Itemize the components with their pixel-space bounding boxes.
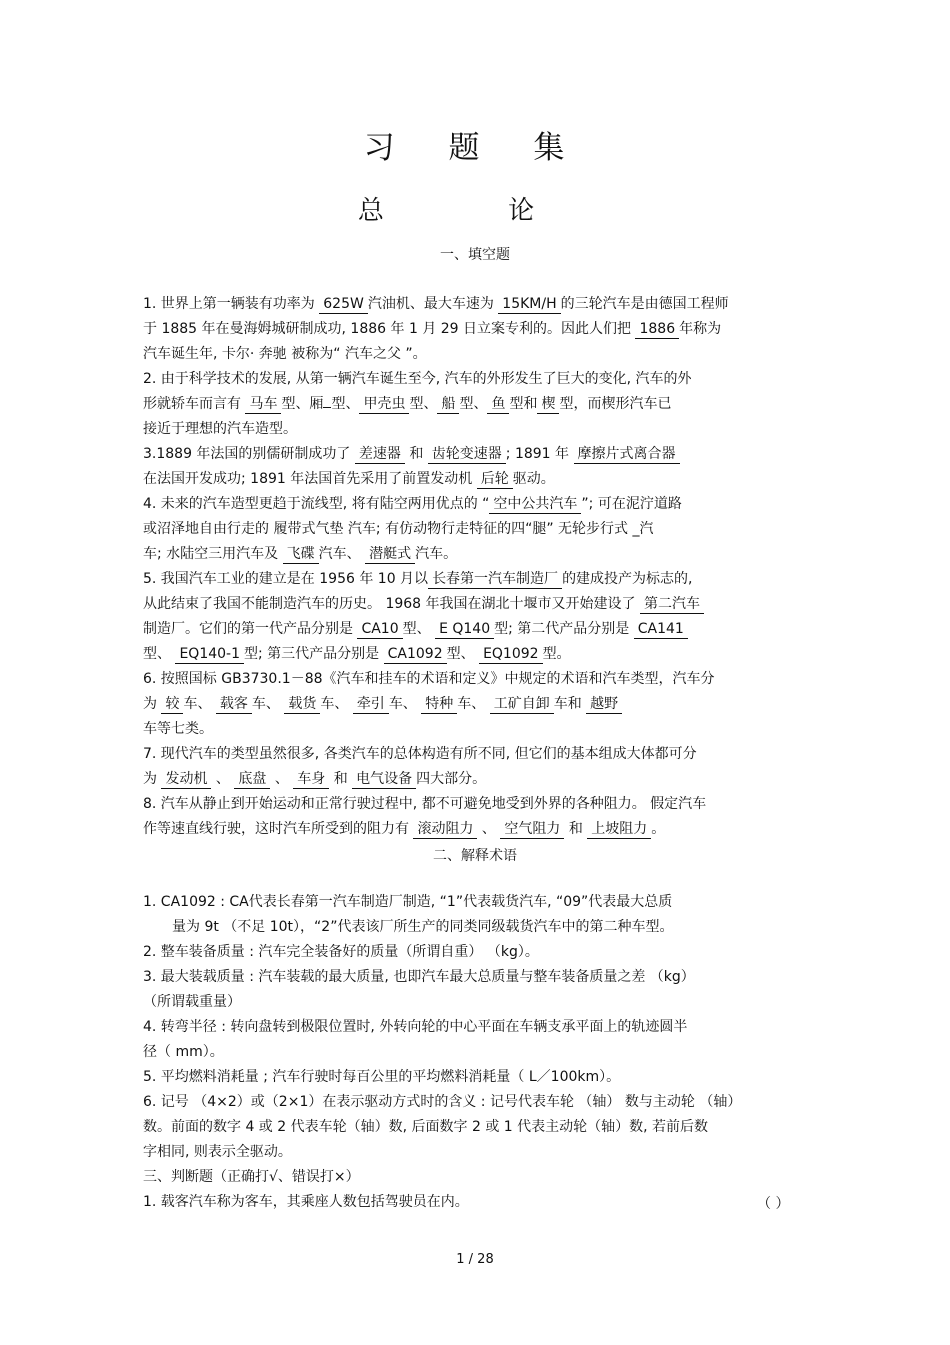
term6-line2: 数。前面的数字 4 或 2 代表车轮（轴）数, 后面数字 2 或 1 代表主动轮（轴）数, 若前后数 bbox=[143, 1119, 709, 1135]
section-heading-judge: 三、判断题（正确打√、错误打×） bbox=[143, 1169, 360, 1185]
q2-line1: 2. 由于科学技术的发展, 从第一辆汽车诞生至今, 汽车的外形发生了巨大的变化, 汽车的外 bbox=[143, 371, 692, 387]
blank-answer: 后轮 bbox=[477, 470, 513, 489]
blank-answer: 较 bbox=[161, 695, 183, 714]
blank-answer: 潜艇式 bbox=[365, 545, 415, 564]
term4-line2: 径（ mm）。 bbox=[143, 1044, 224, 1060]
blank-answer: E Q140 bbox=[435, 620, 494, 639]
q8-line2: 作等速直线行驶，这时汽车所受到的阻力有 滚动阻力 、 空气阻力 和 上坡阻力 。 bbox=[143, 821, 666, 837]
term2: 2. 整车装备质量 : 汽车完全装备好的质量（所谓自重） （kg）。 bbox=[143, 944, 539, 960]
q1-line1: 1. 世界上第一辆装有功率为 625W 汽油机、最大车速为 15KM/H 的三轮汽车是由德国工程师 bbox=[143, 296, 729, 312]
term6-line1: 6. 记号 （4×2）或（2×1）在表示驱动方式时的含义 : 记号代表车轮 （轴） 数与主动轮 （轴） bbox=[143, 1094, 742, 1110]
fill-questions bbox=[143, 292, 810, 842]
q3-line1: 3.1889 年法国的别儒研制成功了 差速器 和 齿轮变速器 ; 1891 年 摩擦片式离合器 bbox=[143, 442, 810, 467]
q5-line3: 制造厂。它们的第一代产品分别是 CA10 型、 E Q140 型; 第二代产品分别是 CA141 bbox=[143, 617, 810, 642]
q1-line2: 于 1885 年在曼海姆城研制成功, 1886 年 1 月 29 日立案专利的。因此人们把 1886 年称为 bbox=[143, 321, 722, 337]
q7-line2: 为 发动机 、 底盘 、 车身 和 电气设备 四大部分。 bbox=[143, 771, 487, 787]
blank-answer: 空气阻力 bbox=[500, 820, 564, 839]
blank-answer: 载客 bbox=[216, 695, 252, 714]
blank-answer: 摩擦片式离合器 bbox=[574, 445, 680, 464]
term1-line1: 1. CA1092 : CA代表长春第一汽车制造厂制造, “1”代表载货汽车, “09”代表最大总质 bbox=[143, 894, 673, 910]
blank-answer: 长春第一汽车制造厂 bbox=[428, 570, 562, 589]
blank-answer: 牵引 bbox=[353, 695, 389, 714]
blank-answer: 工矿自卸 bbox=[490, 695, 554, 714]
answer-parentheses: （ ） bbox=[757, 1196, 790, 1212]
q5-line4: 型、 EQ140-1 型; 第三代产品分别是 CA1092 型、 EQ1092 型。 bbox=[143, 646, 571, 662]
blank-answer: 电气设备 bbox=[352, 770, 416, 789]
q7-line1: 7. 现代汽车的类型虽然很多, 各类汽车的总体构造有所不同, 但它们的基本组成大体都可分 bbox=[143, 746, 697, 762]
blank-answer: 甲壳虫 bbox=[359, 395, 409, 414]
blank-answer: 楔 bbox=[537, 395, 559, 414]
blank-answer: 15KM/H bbox=[498, 295, 560, 314]
q5-line1: 5. 我国汽车工业的建立是在 1956 年 10 月以 长春第一汽车制造厂 的建成投产为标志的, bbox=[143, 571, 693, 587]
blank-answer: 空中公共汽车 bbox=[489, 495, 581, 514]
blank-answer: EQ140-1 bbox=[175, 645, 244, 664]
q2-line2: 形就轿车而言有 马车 型、厢 型、 甲壳虫 型、 船 型、 鱼 型和 楔 型，而楔形汽车已 bbox=[143, 396, 672, 412]
term4-line1: 4. 转弯半径 : 转向盘转到极限位置时, 外转向轮的中心平面在车辆支承平面上的轨迹圆半 bbox=[143, 1019, 688, 1035]
blank-answer: 越野 bbox=[586, 695, 622, 714]
blank-answer: 625W bbox=[319, 295, 368, 314]
blank-answer: 飞碟 bbox=[283, 545, 319, 564]
blank-answer: 鱼 bbox=[487, 395, 509, 414]
q4-line3: 车; 水陆空三用汽车及 飞碟 汽车、 潜艇式 汽车。 bbox=[143, 546, 458, 562]
blank-answer: 发动机 bbox=[161, 770, 211, 789]
q6-line2: 为 较 车、 载客 车、 载货 车、 牵引 车、 特种 车、 工矿自卸 车和 越野 bbox=[143, 692, 810, 717]
blank-answer: 差速器 bbox=[355, 445, 405, 464]
page-number: 1 / 28 bbox=[456, 1252, 494, 1267]
blank-answer: 齿轮变速器 bbox=[428, 445, 506, 464]
q1-line3: 汽车诞生年, 卡尔· 奔驰 被称为“ 汽车之父 ”。 bbox=[143, 346, 427, 362]
q6-line3: 车等七类。 bbox=[143, 721, 213, 737]
q5-line2: 从此结束了我国不能制造汽车的历史。 1968 年我国在湖北十堰市又开始建设了 第二汽车 bbox=[143, 592, 810, 617]
term-definitions bbox=[143, 890, 810, 1215]
term3-line1: 3. 最大装载质量 : 汽车装载的最大质量, 也即汽车最大总质量与整车装备质量之差 （kg） bbox=[143, 969, 695, 985]
page-title: 习 题 集 bbox=[363, 130, 587, 166]
q6-line1: 6. 按照国标 GB3730.1－88《汽车和挂车的术语和定义》中规定的术语和汽车类型，汽车分 bbox=[143, 671, 715, 687]
blank-answer: EQ1092 bbox=[479, 645, 543, 664]
blank-answer: 上坡阻力 bbox=[587, 820, 651, 839]
section-heading-terms: 二、解释术语 bbox=[433, 848, 517, 864]
blank-answer: CA1092 bbox=[384, 645, 447, 664]
section-heading-fill: 一、填空题 bbox=[440, 247, 510, 263]
blank-answer: 第二汽车 bbox=[640, 595, 704, 614]
blank-answer: 滚动阻力 bbox=[413, 820, 477, 839]
blank-answer: 马车 bbox=[245, 395, 281, 414]
q4-line1: 4. 未来的汽车造型更趋于流线型, 将有陆空两用优点的 “ 空中公共汽车 ”; 可在泥泞道路 bbox=[143, 496, 682, 512]
term6-line3: 字相同, 则表示全驱动。 bbox=[143, 1144, 292, 1160]
blank-answer: 船 bbox=[437, 395, 459, 414]
q2-line3: 接近于理想的汽车造型。 bbox=[143, 421, 297, 437]
blank-answer: CA141 bbox=[634, 620, 688, 639]
q3-line2: 在法国开发成功; 1891 年法国首先采用了前置发动机 后轮 驱动。 bbox=[143, 471, 555, 487]
q8-line1: 8. 汽车从静止到开始运动和正常行驶过程中, 都不可避免地受到外界的各种阻力。 假定汽车 bbox=[143, 796, 707, 812]
blank-answer: 车身 bbox=[293, 770, 329, 789]
q4-line2: 或沼泽地自由行走的 履带式气垫 汽车; 有仿动物行走特征的四“腿” 无轮步行式 _汽 bbox=[143, 521, 654, 537]
blank-answer: 载货 bbox=[284, 695, 320, 714]
blank-answer: 1886 bbox=[635, 320, 679, 339]
term3-line2: （所谓载重量） bbox=[143, 994, 241, 1010]
judge-q1: 1. 载客汽车称为客车，其乘座人数包括驾驶员在内。 bbox=[143, 1194, 469, 1210]
term1-line2: 量为 9t （不足 10t），“2”代表该厂所生产的同类同级载货汽车中的第二种车型。 bbox=[172, 919, 674, 935]
blank-answer: 特种 bbox=[421, 695, 457, 714]
blank-answer: 底盘 bbox=[234, 770, 270, 789]
blank-answer: CA10 bbox=[357, 620, 402, 639]
page-subtitle: 总 论 bbox=[357, 196, 593, 226]
term5: 5. 平均燃料消耗量 ; 汽车行驶时每百公里的平均燃料消耗量（ L／100km）。 bbox=[143, 1069, 621, 1085]
